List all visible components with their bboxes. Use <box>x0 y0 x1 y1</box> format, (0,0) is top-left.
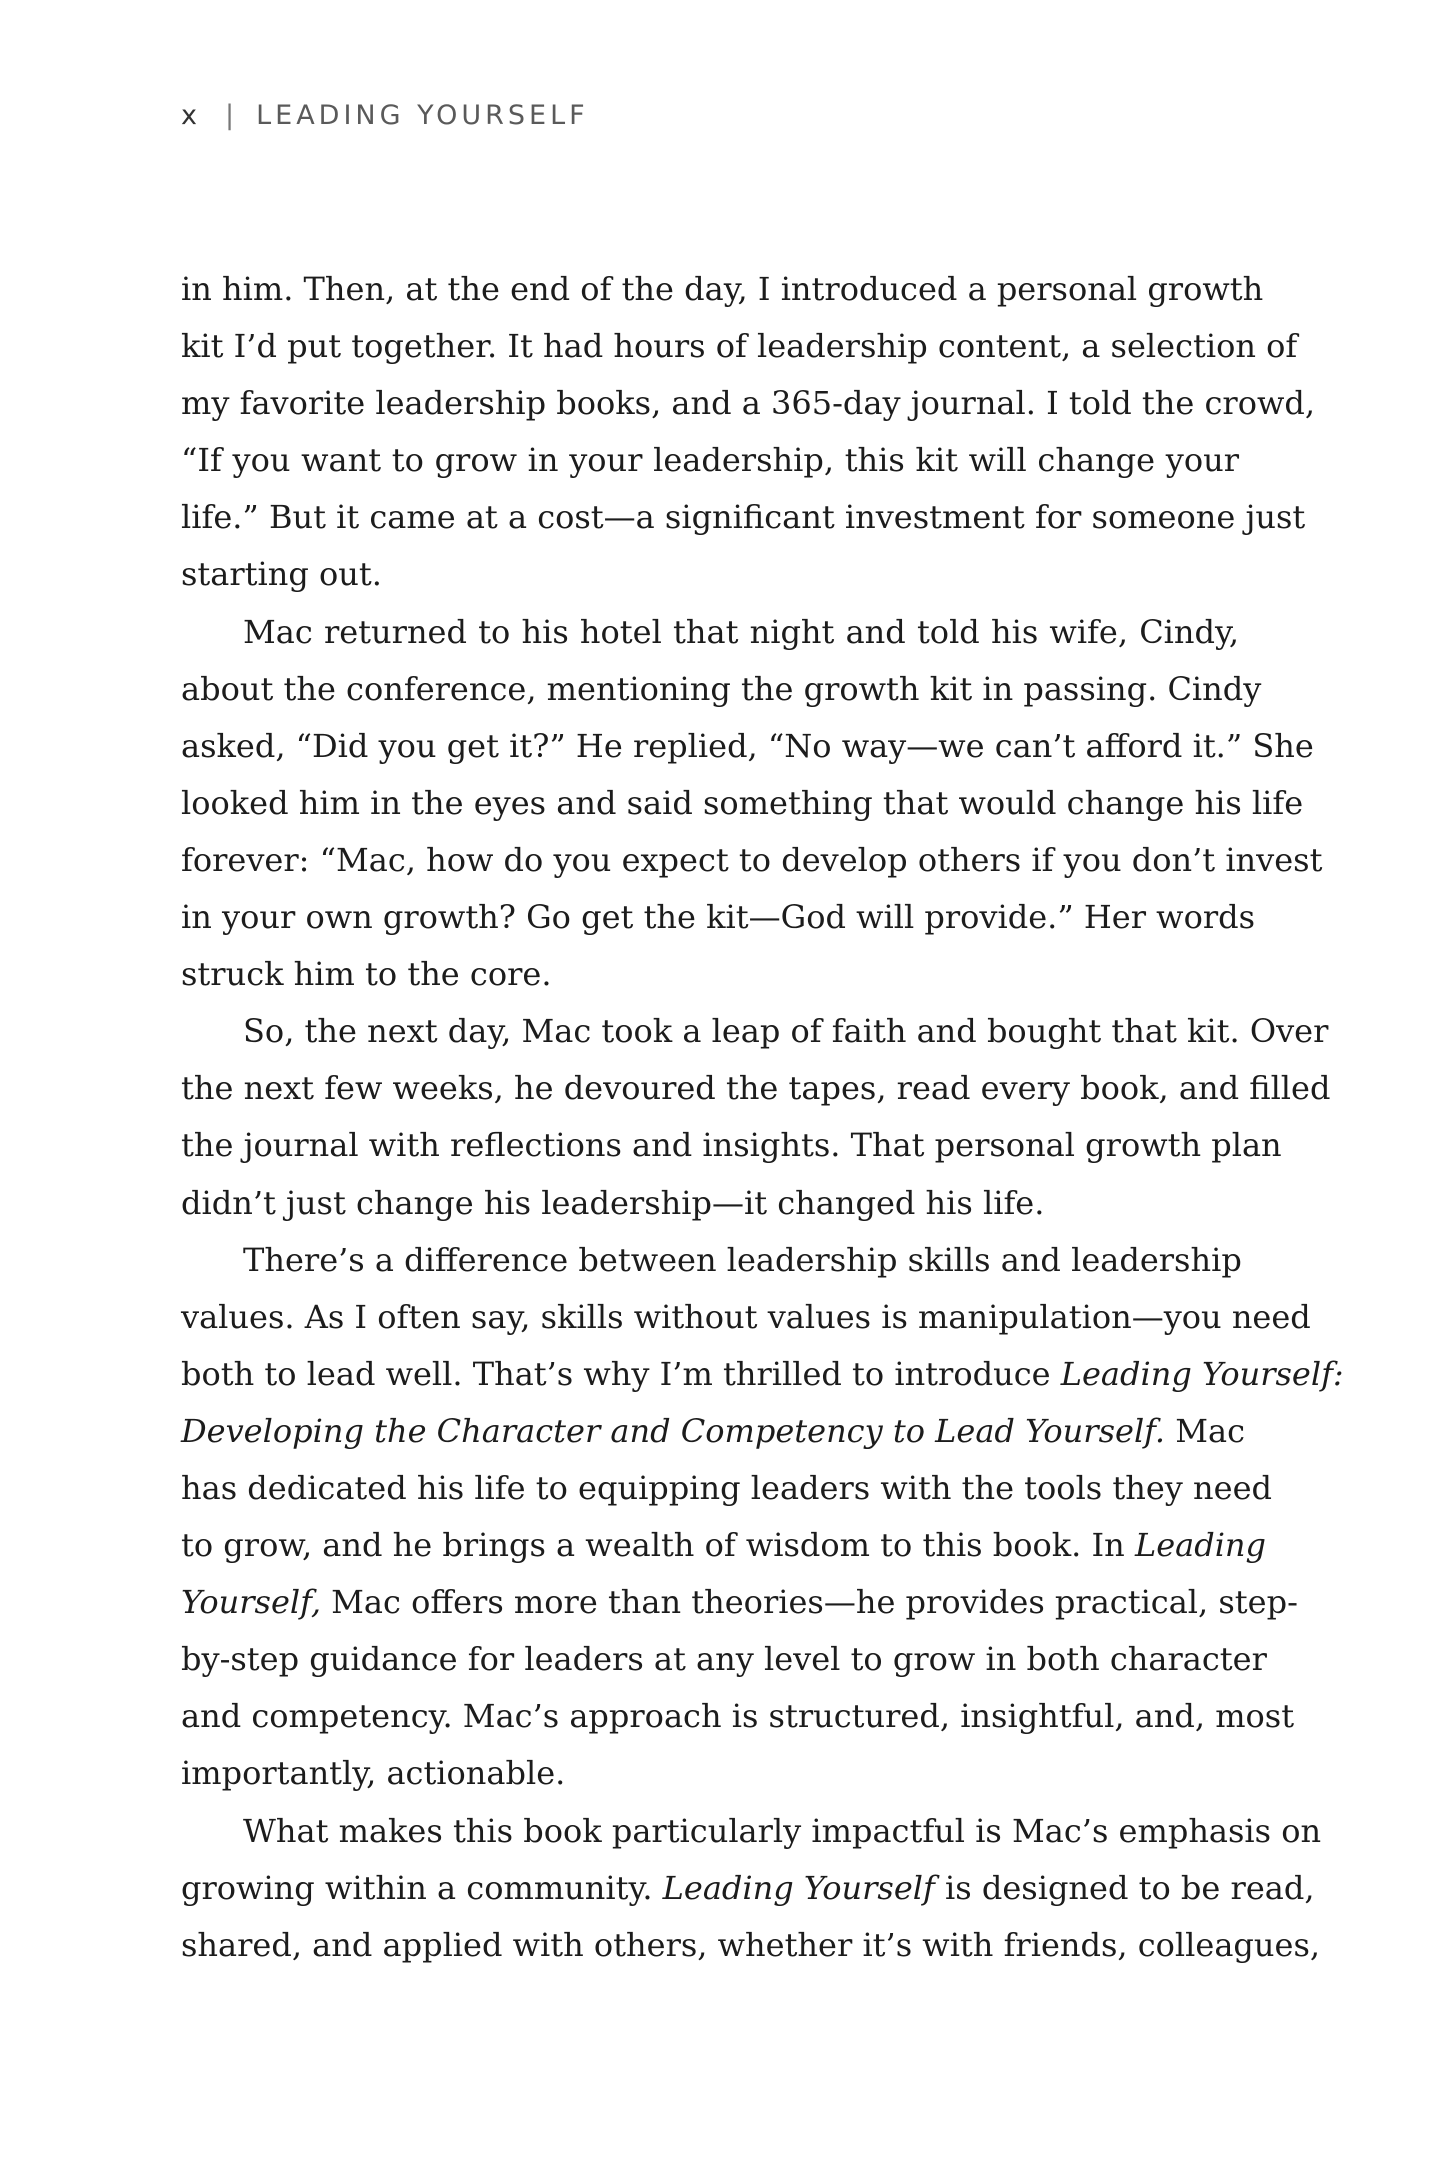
text-line: Yourself, Mac offers more than theories—he provides practical, step- <box>181 1583 1298 1622</box>
paragraph <box>181 1232 1344 1803</box>
body-text <box>181 261 1344 1974</box>
text-line: in your own growth? Go get the kit—God will provide.” Her words <box>181 898 1256 937</box>
text-line: starting out. <box>181 555 382 594</box>
text-line: life.” But it came at a cost—a significant investment for someone just <box>181 498 1306 537</box>
text-line: “If you want to grow in your leadership, this kit will change your <box>181 441 1239 480</box>
text-line: the next few weeks, he devoured the tapes, read every book, and filled <box>181 1069 1331 1108</box>
text-line: looked him in the eyes and said something that would change his life <box>181 783 1304 822</box>
text-line: values. As I often say, skills without values is manipulation—you need <box>181 1297 1311 1336</box>
text-line: shared, and applied with others, whether it’s with friends, colleagues, <box>181 1925 1321 1964</box>
text-line: to grow, and he brings a wealth of wisdom to this book. In Leading <box>181 1526 1267 1565</box>
text-line: Developing the Character and Competency to Lead Yourself. Mac <box>181 1411 1245 1450</box>
text-line: forever: “Mac, how do you expect to develop others if you don’t invest <box>181 840 1323 879</box>
text-line: There’s a difference between leadership skills and leadership <box>243 1240 1242 1279</box>
paragraph <box>181 1803 1322 1974</box>
text-line: kit I’d put together. It had hours of leadership content, a selection of <box>181 327 1298 366</box>
page-number: x <box>181 100 197 131</box>
text-line: my favorite leadership books, and a 365-day journal. I told the crowd, <box>181 384 1316 423</box>
running-header <box>181 100 589 131</box>
paragraph <box>181 604 1323 1004</box>
text-line: by-step guidance for leaders at any level to grow in both character <box>181 1640 1267 1679</box>
text-line: the journal with reflections and insights. That personal growth plan <box>181 1126 1282 1165</box>
text-line: growing within a community. Leading Yourself is designed to be read, <box>181 1868 1315 1907</box>
paragraph <box>181 261 1316 604</box>
text-line: struck him to the core. <box>181 955 552 994</box>
text-line: about the conference, mentioning the growth kit in passing. Cindy <box>181 669 1262 708</box>
header-separator: | <box>224 100 235 131</box>
text-line: didn’t just change his leadership—it changed his life. <box>181 1183 1045 1222</box>
text-line: asked, “Did you get it?” He replied, “No way—we can’t afford it.” She <box>181 726 1314 765</box>
text-line: So, the next day, Mac took a leap of faith and bought that kit. Over <box>243 1012 1329 1051</box>
text-line: Mac returned to his hotel that night and told his wife, Cindy, <box>243 612 1239 651</box>
text-line: has dedicated his life to equipping leaders with the tools they need <box>181 1468 1273 1507</box>
text-line: both to lead well. That’s why I’m thrilled to introduce Leading Yourself: <box>181 1354 1344 1393</box>
text-line: in him. Then, at the end of the day, I introduced a personal growth <box>181 270 1264 308</box>
running-title: LEADING YOURSELF <box>256 100 589 131</box>
text-line: What makes this book particularly impactful is Mac’s emphasis on <box>243 1811 1322 1850</box>
text-line: and competency. Mac’s approach is structured, insightful, and, most <box>181 1697 1295 1736</box>
text-line: importantly, actionable. <box>181 1754 566 1793</box>
paragraph <box>181 1003 1331 1231</box>
